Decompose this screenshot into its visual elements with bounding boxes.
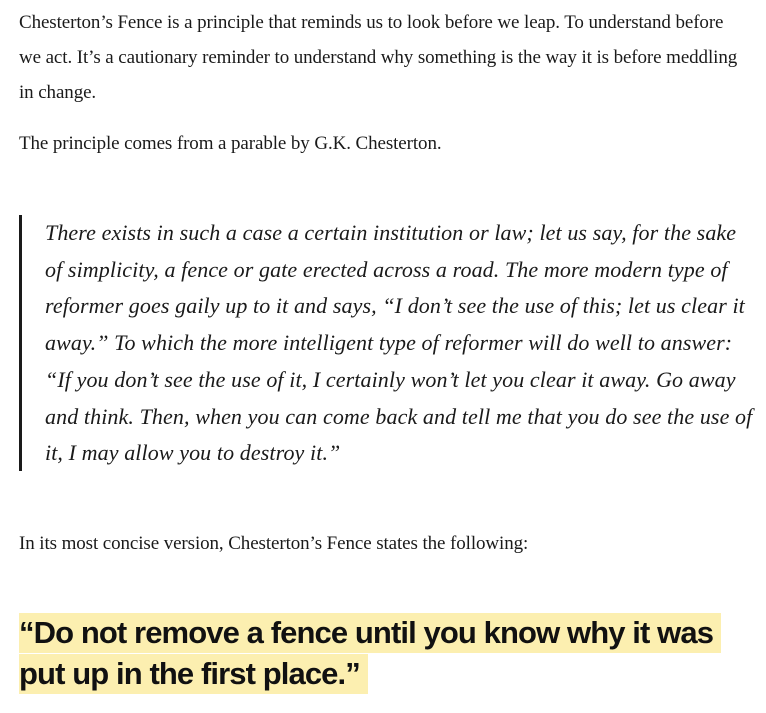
concise-version-paragraph: In its most concise version, Chesterton’s Fence states the following:	[19, 533, 529, 554]
intro-paragraph: Chesterton’s Fence is a principle that reminds us to look before we leap. To understand before we act. It’s a cautionary reminder to understand why something is the way it is before meddling in change.	[19, 12, 738, 103]
highlighted-quote-text: “Do not remove a fence until you know why it was put up in the first place.”	[19, 613, 721, 694]
highlighted-quote	[19, 612, 754, 694]
blockquote-text: There exists in such a case a certain institution or law; let us say, for the sake of simplicity, a fence or gate erected across a road. The more modern type of reformer goes gaily up to it and says, “I don’t see the use of this; let us clear it away.” To which the more intelligent type of reformer will do well to answer: “If you don’t see the use of it, I certainly won’t let you clear it away. Go away and think. Then, when you can come back and tell me that you do see the use of it, I may allow you to destroy it.”	[45, 220, 753, 466]
origin-paragraph: The principle comes from a parable by G.K. Chesterton.	[19, 133, 442, 154]
chesterton-blockquote	[19, 215, 757, 471]
